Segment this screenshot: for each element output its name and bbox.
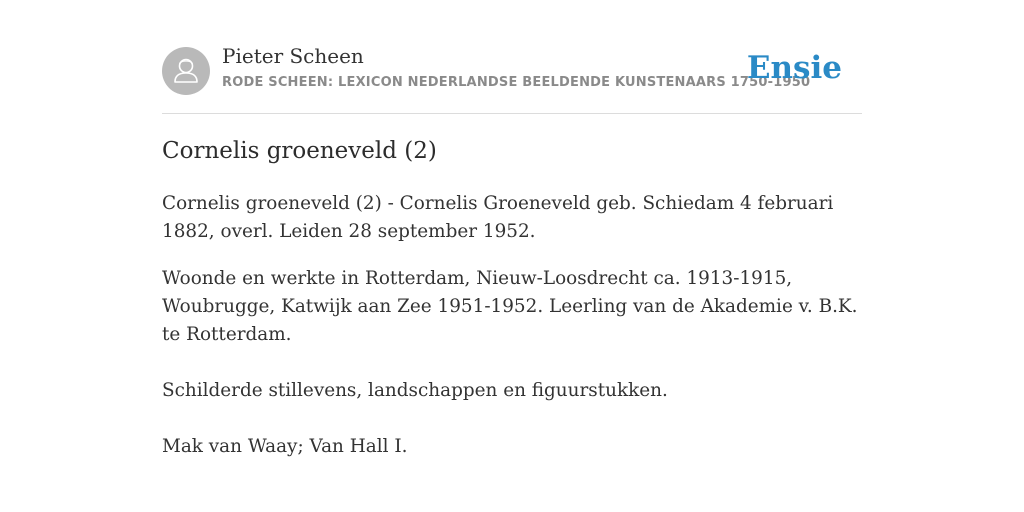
article-title: Cornelis groeneveld (2) [162,138,437,164]
article-paragraph-intro: Cornelis groeneveld (2) - Cornelis Groeneveld geb. Schiedam 4 februari 1882, overl. Leiden 28 september 1952. [162,193,834,242]
ensie-logo[interactable]: Ensie [746,50,842,86]
source-title[interactable]: RODE SCHEEN: LEXICON NEDERLANDSE BEELDENDE KUNSTENAARS 1750-1950 [222,75,811,90]
paragraph-spacer [162,405,862,433]
author-avatar[interactable] [162,47,210,95]
article-paragraph-work: Schilderde stillevens, landschappen en figuurstukken. [162,380,668,401]
article-paragraph-residence: Woonde en werkte in Rotterdam, Nieuw-Loosdrecht ca. 1913-1915, Woubrugge, Katwijk aan Zee 1951-1952. Leerling van de Akademie v. B.K. te Rotterdam. [162,268,858,345]
article-paragraph-sources: Mak van Waay; Van Hall I. [162,436,408,457]
author-name[interactable]: Pieter Scheen [222,44,364,68]
article-header [162,0,862,114]
article-body [162,190,862,461]
user-silhouette-icon [162,47,210,95]
paragraph-spacer [162,349,862,377]
article-card [162,0,862,457]
